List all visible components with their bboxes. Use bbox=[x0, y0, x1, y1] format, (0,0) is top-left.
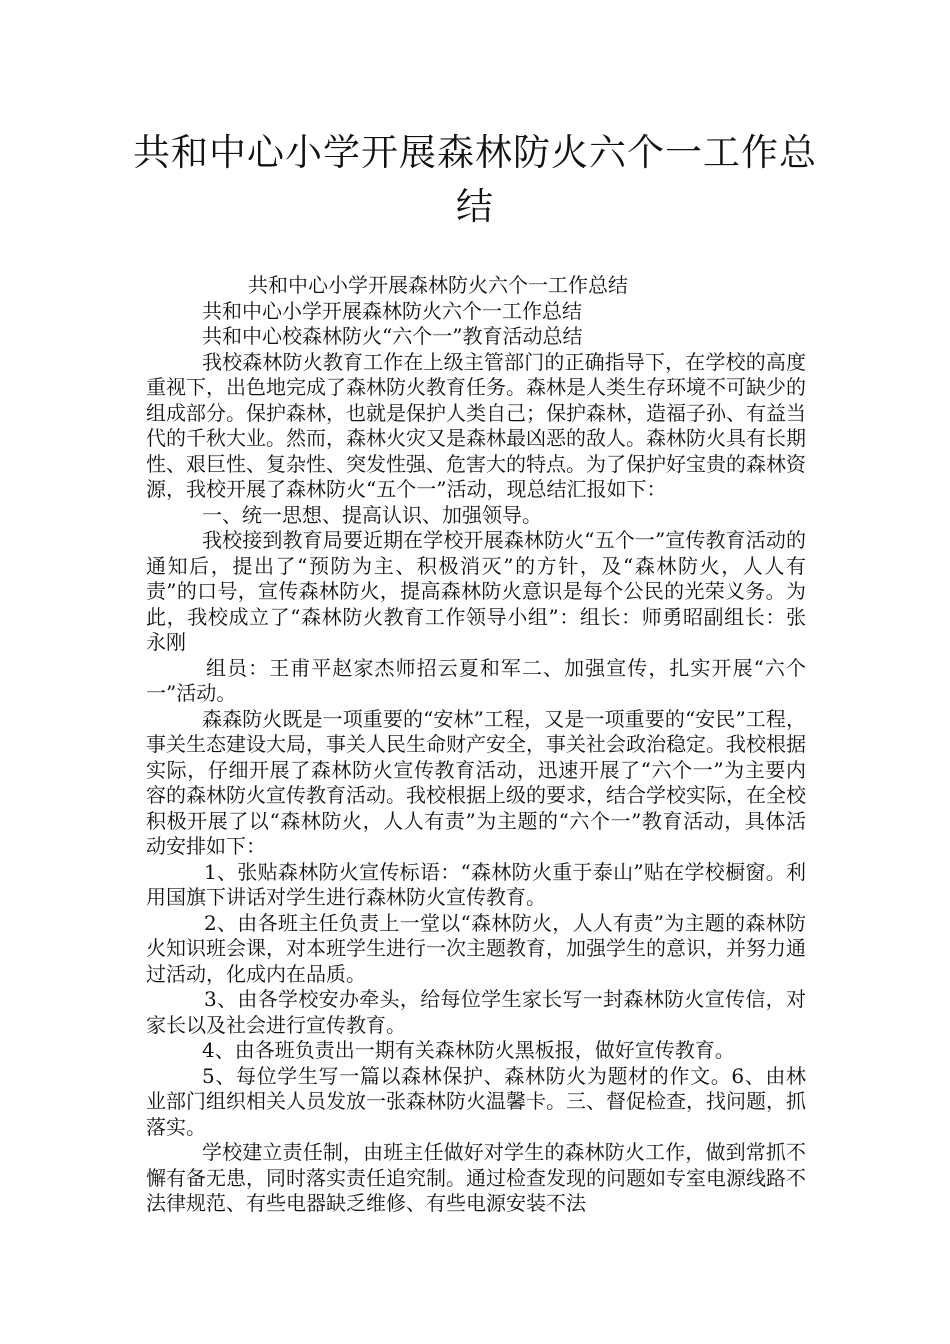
document-title bbox=[120, 126, 830, 234]
list-item-1: 1、张贴森林防火宣传标语：“森林防火重于泰山”贴在学校橱窗。利用国旗下讲话对学生进行森林防火宣传教育。 bbox=[146, 859, 806, 909]
document-body bbox=[146, 273, 806, 1217]
paragraph-members: 组员：王甫平赵家杰师招云夏和军二、加强宣传，扎实开展“六个一”活动。 bbox=[146, 655, 806, 705]
list-item-2: 2、由各班主任负责上一堂以“森林防火，人人有责”为主题的森林防火知识班会课，对本班学生进行一次主题教育，加强学生的意识，并努力通过活动，化成内在品质。 bbox=[146, 910, 806, 986]
subtitle-heading: 共和中心校森林防火“六个一”教育活动总结 bbox=[202, 324, 583, 348]
paragraph-section-3: 学校建立责任制，由班主任做好对学生的森林防火工作，做到常抓不懈有备无患，同时落实责任追究制。通过检查发现的问题如专室电源线路不法律规范、有些电器缺乏维修、有些电源安装不法 bbox=[146, 1140, 806, 1215]
list-item-3: 3、由各学校安办牵头，给每位学生家长写一封森林防火宣传信，对家长以及社会进行宣传教育。 bbox=[146, 987, 806, 1037]
paragraph-section-1: 我校接到教育局要近期在学校开展森林防火“五个一”宣传教育活动的通知后，提出了“预防为主、积极消灭”的方针，及“森林防火，人人有责”的口号，宣传森林防火，提高森林防火意识是每个公民的光荣义务。为此，我校成立了“森林防火教育工作领导小组”：组长：师勇昭副组长：张永刚 bbox=[146, 528, 806, 654]
section-heading-1: 一、统一思想、提高认识、加强领导。 bbox=[202, 502, 542, 527]
list-item-4: 4、由各班负责出一期有关森林防火黑板报，做好宣传教育。 bbox=[202, 1038, 735, 1062]
paragraph-intro: 我校森林防火教育工作在上级主管部门的正确指导下，在学校的高度重视下，出色地完成了森林防火教育任务。森林是人类生存环境不可缺少的组成部分。保护森林，也就是保护人类自己；保护森林，造福子孙、有益当代的千秋大业。然而，森林火灾又是森林最凶恶的敌人。森林防火具有长期性、艰巨性、复杂性、突发性强、危害大的特点。为了保护好宝贵的森林资源，我校开展了森林防火“五个一”活动，现总结汇报如下： bbox=[146, 349, 806, 501]
title-line-2: 结 bbox=[456, 185, 494, 228]
paragraph-section-2: 森森防火既是一项重要的“安林”工程，又是一项重要的“安民”工程，事关生态建设大局，事关人民生命财产安全，事关社会政治稳定。我校根据实际，仔细开展了森林防火宣传教育活动，迅速开展了“六个一”为主要内容的森林防火宣传教育活动。我校根据上级的要求，结合学校实际，在全校积极开展了以“森林防火，人人有责”为主题的“六个一”教育活动，具体活动安排如下： bbox=[146, 706, 806, 858]
subtitle-repeat-1: 共和中心小学开展森林防火六个一工作总结 bbox=[248, 273, 628, 297]
list-item-5: 5、每位学生写一篇以森林保护、森林防火为题材的作文。6、由林业部门组织相关人员发放一张森林防火温馨卡。三、督促检查，找问题，抓落实。 bbox=[146, 1063, 806, 1139]
subtitle-repeat-2: 共和中心小学开展森林防火六个一工作总结 bbox=[202, 298, 582, 323]
title-line-1: 共和中心小学开展森林防火六个一工作总 bbox=[133, 131, 817, 174]
